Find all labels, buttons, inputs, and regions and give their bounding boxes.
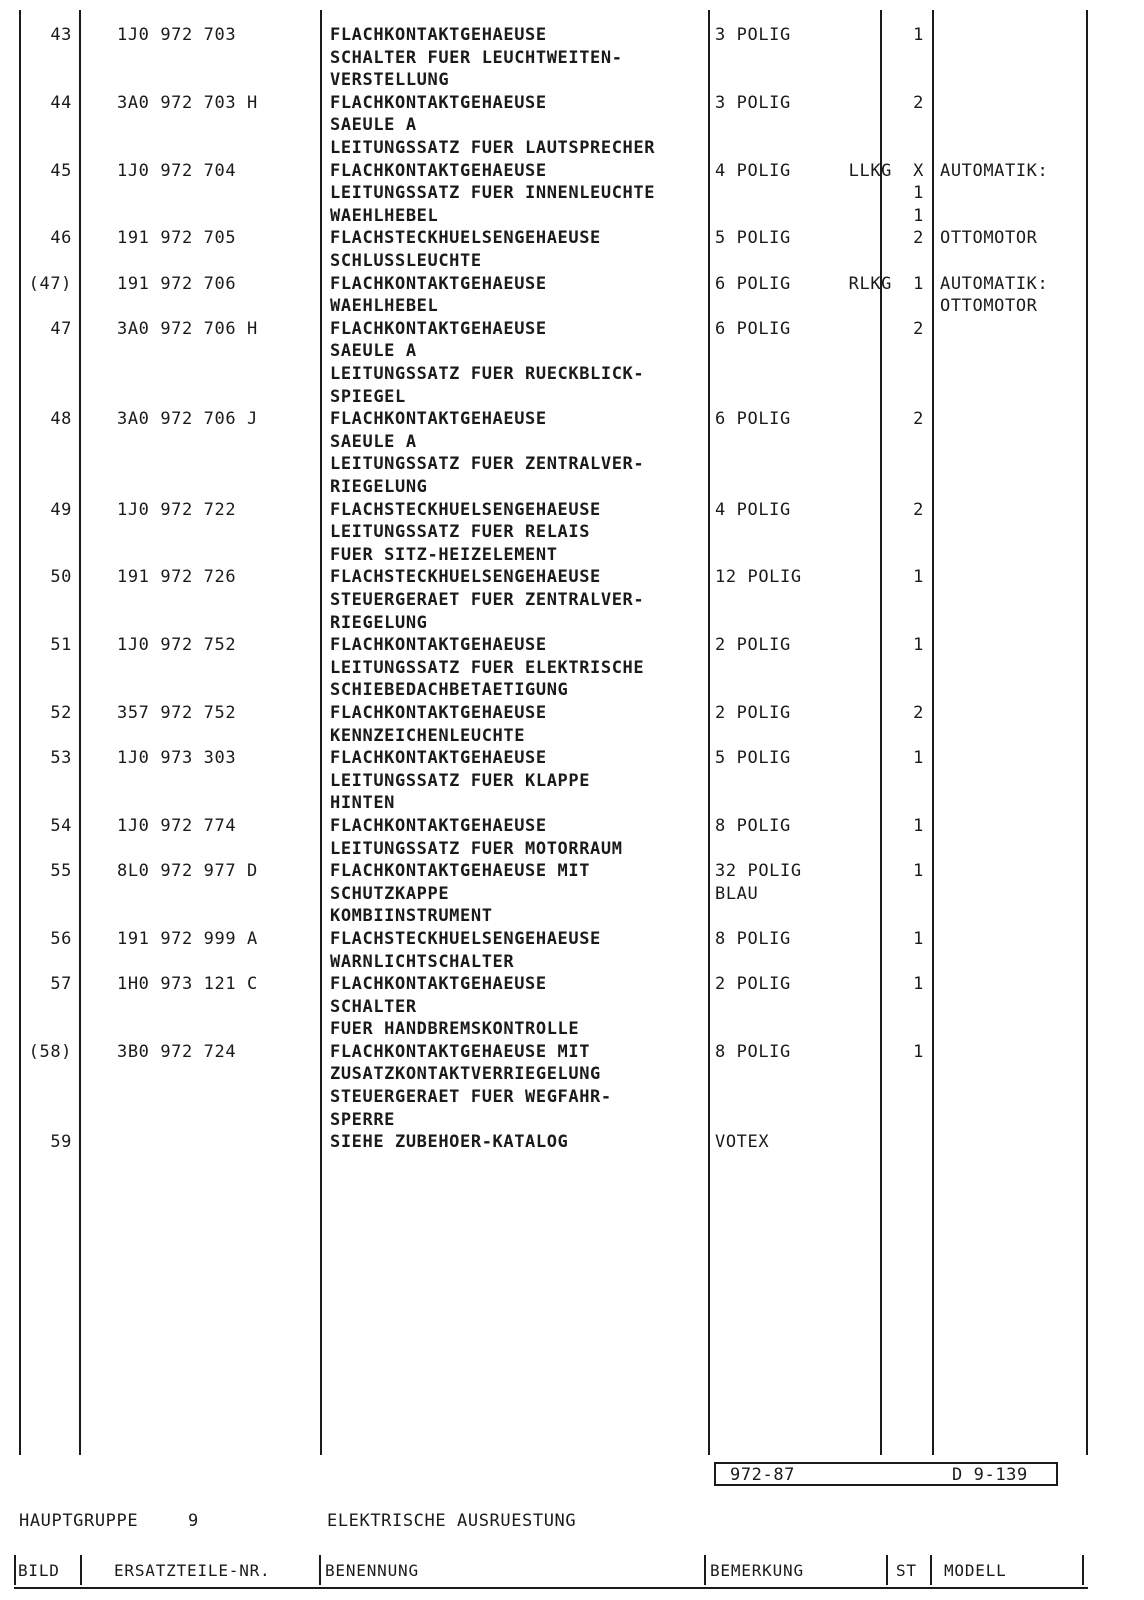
cell-nr: 1J0 972 704 [117, 160, 237, 181]
cell-st [896, 860, 924, 883]
table-row [0, 566, 1144, 634]
cell-line: 1 [913, 974, 924, 995]
cell-line: LEITUNGSSATZ FUER LAUTSPRECHER [330, 137, 656, 158]
cell-line: 5 POLIG [715, 748, 791, 769]
cell-nr: 1J0 972 722 [117, 499, 237, 520]
cell-line: FLACHKONTAKTGEHAEUSE [330, 702, 547, 723]
cell-line: KOMBIINSTRUMENT [330, 906, 493, 927]
cell-line: 3 POLIG [715, 25, 791, 45]
cell-line: OTTOMOTOR [940, 228, 1038, 249]
cell-line: 6 POLIG [715, 273, 791, 294]
cell-line: ZUSATZKONTAKTVERRIEGELUNG [330, 1064, 601, 1085]
cell-rem [715, 92, 791, 115]
cell-line: FLACHSTECKHUELSENGEHAEUSE [330, 228, 601, 249]
cell-line: 1 [913, 205, 924, 226]
header-divider [1082, 1555, 1084, 1585]
cell-rem2 [800, 273, 892, 296]
page-reference-box [714, 1462, 1058, 1486]
cell-nr: 8L0 972 977 D [117, 861, 258, 882]
cell-line: STEUERGERAET FUER WEGFAHR- [330, 1087, 612, 1108]
cell-line: LEITUNGSSATZ FUER INNENLEUCHTE [330, 183, 656, 204]
cell-st [896, 499, 924, 522]
cell-line: AUTOMATIK: [940, 273, 1049, 294]
cell-nr: 191 972 726 [117, 567, 237, 588]
cell-bild: 48 [50, 409, 72, 430]
cell-line: 2 [913, 702, 924, 723]
cell-line: LEITUNGSSATZ FUER RELAIS [330, 522, 591, 543]
cell-line: 1 [913, 815, 924, 836]
cell-desc [330, 24, 623, 92]
cell-bild: 55 [50, 861, 72, 882]
cell-line: AUTOMATIK: [940, 160, 1049, 181]
cell-rem [715, 227, 791, 250]
header-divider [886, 1555, 888, 1585]
main-group-label: HAUPTGRUPPE [19, 1511, 139, 1531]
cell-rem [715, 973, 791, 996]
cell-desc [330, 747, 590, 815]
cell-line: 1 [913, 748, 924, 769]
table-row [0, 1131, 1144, 1154]
cell-line: LEITUNGSSATZ FUER KLAPPE [330, 770, 591, 791]
cell-rem [715, 566, 802, 589]
cell-line: 8 POLIG [715, 928, 791, 949]
cell-rem [715, 815, 791, 838]
cell-line: SAEULE A [330, 115, 417, 136]
cell-nr: 191 972 705 [117, 228, 237, 249]
cell-desc [330, 1131, 568, 1154]
cell-bild: 56 [50, 928, 72, 949]
cell-line: 4 POLIG [715, 160, 791, 181]
cell-line: SCHALTER [330, 996, 417, 1017]
cell-desc [330, 160, 655, 228]
cell-line: LEITUNGSSATZ FUER ZENTRALVER- [330, 454, 645, 475]
cell-line: 1 [913, 928, 924, 949]
cell-bild: 50 [50, 567, 72, 588]
cell-rem [715, 273, 791, 296]
cell-bild: 44 [50, 92, 72, 113]
cell-line: FUER SITZ-HEIZELEMENT [330, 544, 558, 565]
cell-line: LEITUNGSSATZ FUER RUECKBLICK- [330, 363, 645, 384]
cell-desc [330, 566, 644, 634]
cell-line: 1 [913, 861, 924, 882]
cell-bild: 59 [50, 1132, 72, 1153]
page-number: D 9-139 [952, 1465, 1028, 1485]
cell-line: LEITUNGSSATZ FUER ELEKTRISCHE [330, 657, 645, 678]
cell-nr: 1J0 972 774 [117, 815, 237, 836]
cell-nr: 191 972 706 [117, 273, 237, 294]
cell-st [896, 815, 924, 838]
table-row [0, 273, 1144, 318]
cell-nr: 1J0 973 303 [117, 748, 237, 769]
table-row [0, 499, 1144, 567]
cell-line: SCHUTZKAPPE [330, 883, 450, 904]
cell-nr: 3A0 972 706 J [117, 409, 258, 430]
cell-line: FLACHKONTAKTGEHAEUSE MIT [330, 1041, 591, 1062]
cell-line: FLACHKONTAKTGEHAEUSE [330, 160, 547, 181]
cell-line: 2 POLIG [715, 635, 791, 656]
cell-line: 2 POLIG [715, 974, 791, 995]
cell-line: 4 POLIG [715, 499, 791, 520]
cell-bild: 52 [50, 702, 72, 723]
cell-model [940, 273, 1048, 318]
cell-line: FLACHKONTAKTGEHAEUSE [330, 92, 547, 113]
header-bild: BILD [18, 1561, 60, 1580]
cell-line: FLACHKONTAKTGEHAEUSE [330, 815, 547, 836]
cell-line: FUER HANDBREMSKONTROLLE [330, 1019, 580, 1040]
header-divider [80, 1555, 82, 1585]
cell-nr: 357 972 752 [117, 702, 237, 723]
cell-line: FLACHKONTAKTGEHAEUSE [330, 409, 547, 430]
cell-st [896, 160, 924, 228]
cell-bild: 57 [50, 974, 72, 995]
cell-st [896, 318, 924, 341]
cell-st [896, 1041, 924, 1064]
cell-rem [715, 702, 791, 725]
cell-line: SPERRE [330, 1109, 396, 1130]
cell-desc [330, 702, 547, 747]
cell-desc [330, 634, 644, 702]
cell-line: SCHLUSSLEUCHTE [330, 250, 482, 271]
cell-desc [330, 499, 601, 567]
cell-desc [330, 227, 601, 272]
cell-line: RIEGELUNG [330, 476, 428, 497]
cell-line: FLACHSTECKHUELSENGEHAEUSE [330, 928, 601, 949]
cell-rem [715, 318, 791, 341]
table-row [0, 973, 1144, 1041]
cell-line: RIEGELUNG [330, 612, 428, 633]
cell-line: 1 [913, 1041, 924, 1062]
cell-line: HINTEN [330, 793, 396, 814]
cell-line: WAEHLHEBEL [330, 205, 439, 226]
table-row [0, 815, 1144, 860]
cell-line: FLACHKONTAKTGEHAEUSE [330, 318, 547, 339]
cell-line: 8 POLIG [715, 815, 791, 836]
cell-bild: 49 [50, 499, 72, 520]
cell-line: 3 POLIG [715, 92, 791, 113]
header-st: ST [896, 1561, 917, 1580]
cell-line: SAEULE A [330, 431, 417, 452]
cell-bild: 51 [50, 635, 72, 656]
cell-st [896, 24, 924, 47]
header-divider [14, 1555, 16, 1585]
header-modell: MODELL [944, 1561, 1007, 1580]
table-row [0, 634, 1144, 702]
cell-line: LEITUNGSSATZ FUER MOTORRAUM [330, 838, 623, 859]
cell-st [896, 634, 924, 657]
cell-line: 2 [913, 409, 924, 430]
cell-nr: 191 972 999 A [117, 928, 258, 949]
cell-bild: (58) [28, 1041, 72, 1062]
parts-table [0, 24, 1144, 1154]
header-ersatzteile-nr: ERSATZTEILE-NR. [114, 1561, 271, 1580]
cell-st [896, 747, 924, 770]
cell-bild: 47 [50, 318, 72, 339]
cell-rem [715, 928, 791, 951]
cell-bild: 45 [50, 160, 72, 181]
cell-bild: 46 [50, 228, 72, 249]
cell-rem [715, 499, 791, 522]
cell-line: 1 [913, 273, 924, 294]
cell-line: STEUERGERAET FUER ZENTRALVER- [330, 589, 645, 610]
cell-desc [330, 318, 644, 408]
cell-line: FLACHKONTAKTGEHAEUSE [330, 25, 547, 45]
header-benennung: BENENNUNG [325, 1561, 419, 1580]
cell-bild: 43 [50, 25, 72, 45]
cell-line: VOTEX [715, 1132, 770, 1153]
cell-line: RLKG [848, 273, 892, 294]
table-row [0, 747, 1144, 815]
cell-line: FLACHKONTAKTGEHAEUSE [330, 635, 547, 656]
cell-nr: 1J0 972 703 [117, 25, 237, 45]
table-row [0, 92, 1144, 160]
cell-nr: 1H0 973 121 C [117, 974, 258, 995]
table-row [0, 318, 1144, 408]
cell-st [896, 408, 924, 431]
cell-rem [715, 408, 791, 431]
cell-line: 2 [913, 92, 924, 113]
cell-rem [715, 24, 791, 47]
table-row [0, 227, 1144, 272]
cell-bild: 53 [50, 748, 72, 769]
cell-st [896, 273, 924, 296]
cell-rem [715, 1041, 791, 1064]
cell-nr: 1J0 972 752 [117, 635, 237, 656]
cell-st [896, 92, 924, 115]
cell-desc [330, 860, 590, 928]
cell-desc [330, 1041, 612, 1131]
cell-line: 1 [913, 567, 924, 588]
cell-desc [330, 273, 547, 318]
cell-line: FLACHKONTAKTGEHAEUSE [330, 273, 547, 294]
cell-line: FLACHKONTAKTGEHAEUSE MIT [330, 861, 591, 882]
cell-line: 2 [913, 228, 924, 249]
cell-desc [330, 928, 601, 973]
cell-line: WAEHLHEBEL [330, 296, 439, 317]
header-divider [319, 1555, 321, 1585]
cell-rem [715, 160, 791, 183]
cell-st [896, 227, 924, 250]
cell-desc [330, 92, 655, 160]
cell-line: 2 [913, 499, 924, 520]
cell-line: LLKG [848, 160, 892, 181]
cell-line: FLACHKONTAKTGEHAEUSE [330, 748, 547, 769]
column-header-bar [14, 1555, 1088, 1589]
cell-line: 8 POLIG [715, 1041, 791, 1062]
cell-line: 6 POLIG [715, 318, 791, 339]
cell-line: 6 POLIG [715, 409, 791, 430]
cell-line: SAEULE A [330, 341, 417, 362]
cell-desc [330, 815, 623, 860]
table-row [0, 860, 1144, 928]
cell-line: 1 [913, 25, 924, 45]
cell-st [896, 566, 924, 589]
cell-line: SCHIEBEDACHBETAETIGUNG [330, 680, 569, 701]
table-row [0, 928, 1144, 973]
cell-rem2 [800, 160, 892, 183]
cell-bild: 54 [50, 815, 72, 836]
cell-model [940, 160, 1048, 183]
cell-rem [715, 747, 791, 770]
cell-rem [715, 860, 802, 905]
main-group-title: ELEKTRISCHE AUSRUESTUNG [327, 1511, 577, 1531]
table-row [0, 702, 1144, 747]
cell-nr: 3B0 972 724 [117, 1041, 237, 1062]
cell-line: 1 [913, 635, 924, 656]
table-row [0, 160, 1144, 228]
cell-line: KENNZEICHENLEUCHTE [330, 725, 526, 746]
cell-nr: 3A0 972 706 H [117, 318, 258, 339]
reference-code: 972-87 [730, 1465, 796, 1485]
cell-line: SIEHE ZUBEHOER-KATALOG [330, 1132, 569, 1153]
cell-st [896, 973, 924, 996]
table-row [0, 408, 1144, 498]
header-bemerkung: BEMERKUNG [710, 1561, 804, 1580]
cell-desc [330, 408, 644, 498]
header-divider [930, 1555, 932, 1585]
table-row [0, 24, 1144, 92]
cell-line: X [913, 160, 924, 181]
cell-st [896, 702, 924, 725]
cell-line: SPIEGEL [330, 386, 406, 407]
cell-line: FLACHSTECKHUELSENGEHAEUSE [330, 499, 601, 520]
cell-line: BLAU [715, 883, 759, 904]
cell-st [896, 928, 924, 951]
cell-rem [715, 1131, 769, 1154]
table-row [0, 1041, 1144, 1131]
cell-line: 12 POLIG [715, 567, 802, 588]
cell-line: 2 [913, 318, 924, 339]
cell-rem [715, 634, 791, 657]
main-group-number: 9 [188, 1511, 199, 1531]
cell-model [940, 227, 1038, 250]
cell-bild: (47) [28, 273, 72, 294]
cell-nr: 3A0 972 703 H [117, 92, 258, 113]
cell-line: 1 [913, 183, 924, 204]
cell-line: WARNLICHTSCHALTER [330, 951, 515, 972]
cell-line: FLACHSTECKHUELSENGEHAEUSE [330, 567, 601, 588]
cell-line: 2 POLIG [715, 702, 791, 723]
cell-line: VERSTELLUNG [330, 70, 450, 91]
cell-line: FLACHKONTAKTGEHAEUSE [330, 974, 547, 995]
cell-desc [330, 973, 579, 1041]
cell-line: OTTOMOTOR [940, 296, 1038, 317]
cell-line: SCHALTER FUER LEUCHTWEITEN- [330, 47, 623, 68]
cell-line: 32 POLIG [715, 861, 802, 882]
header-divider [704, 1555, 706, 1585]
cell-line: 5 POLIG [715, 228, 791, 249]
